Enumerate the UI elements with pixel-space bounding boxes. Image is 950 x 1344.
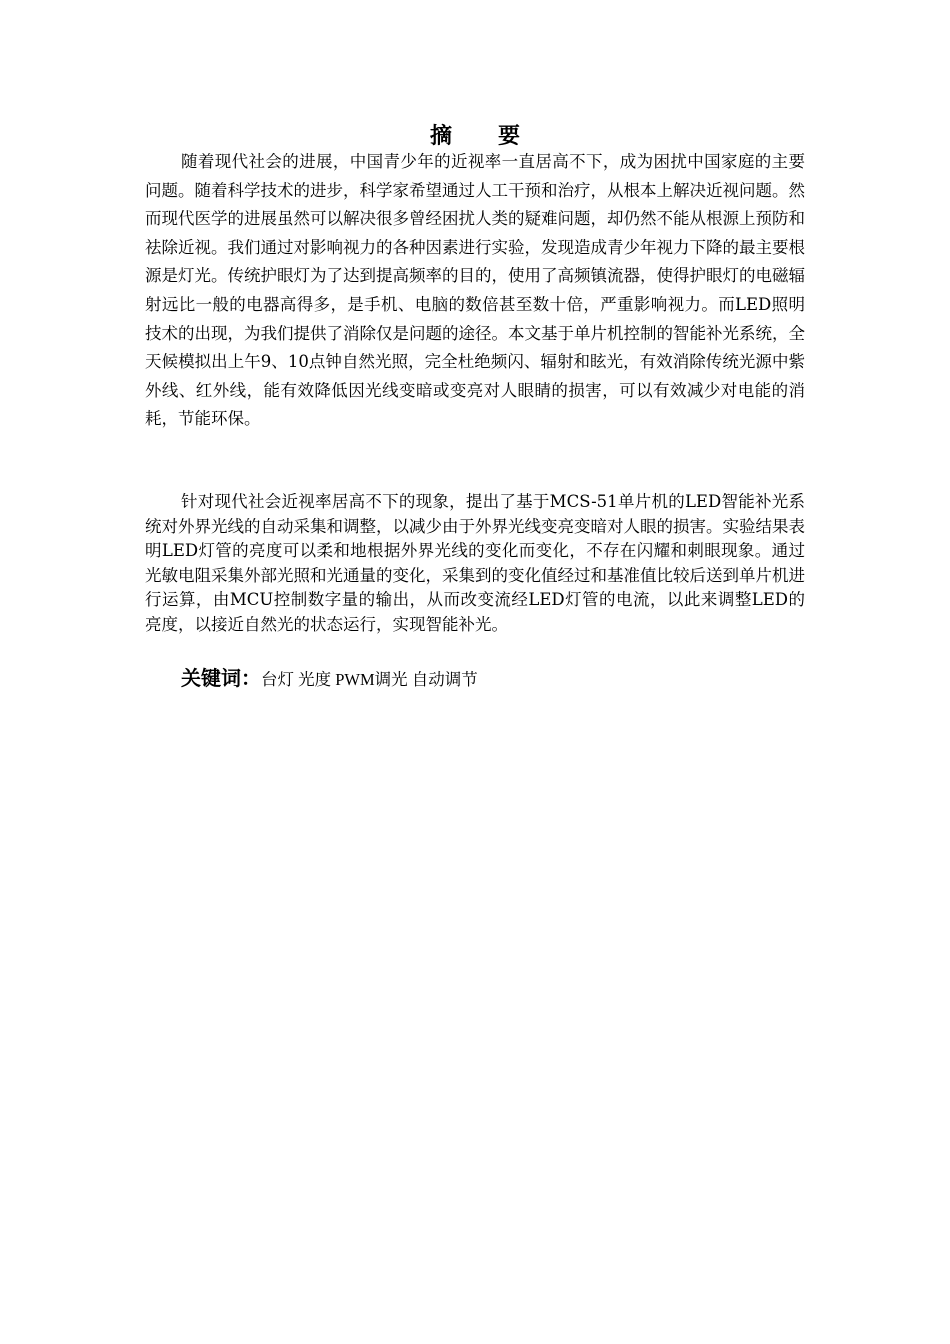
keywords-values: 台灯 光度 PWM调光 自动调节 xyxy=(261,670,478,689)
keywords-label: 关键词： xyxy=(181,666,261,690)
abstract-paragraph-2: 针对现代社会近视率居高不下的现象，提出了基于MCS-51单片机的LED智能补光系统对外界光线的自动采集和调整，以减少由于外界光线变亮变暗对人眼的损害。实验结果表明LED灯管的亮度可以柔和地根据外界光线的变化而变化，不存在闪耀和刺眼现象。通过光敏电阻采集外部光照和光通量的变化，采集到的变化值经过和基准值比较后送到单片机进行运算，由MCU控制数字量的输出，从而改变流经LED灯管的电流，以此来调整LED的亮度，以接近自然光的状态运行，实现智能补光。 xyxy=(145,492,805,634)
abstract-title: 摘要 xyxy=(429,123,566,149)
abstract-paragraph-1: 随着现代社会的进展，中国青少年的近视率一直居高不下，成为困扰中国家庭的主要问题。随着科学技术的进步，科学家希望通过人工干预和治疗，从根本上解决近视问题。然而现代医学的进展虽然可以解决很多曾经困扰人类的疑难问题，却仍然不能从根源上预防和祛除近视。我们通过对影响视力的各种因素进行实验，发现造成青少年视力下降的最主要根源是灯光。传统护眼灯为了达到提高频率的目的，使用了高频镇流器，使得护眼灯的电磁辐射远比一般的电器高得多，是手机、电脑的数倍甚至数十倍，严重影响视力。而LED照明技术的出现，为我们提供了消除仅是问题的途径。本文基于单片机控制的智能补光系统，全天候模拟出上午9、10点钟自然光照，完全杜绝频闪、辐射和眩光，有效消除传统光源中紫外线、红外线，能有效降低因光线变暗或变亮对人眼睛的损害，可以有效减少对电能的消耗，节能环保。 xyxy=(145,152,805,429)
keywords-line xyxy=(181,663,478,695)
